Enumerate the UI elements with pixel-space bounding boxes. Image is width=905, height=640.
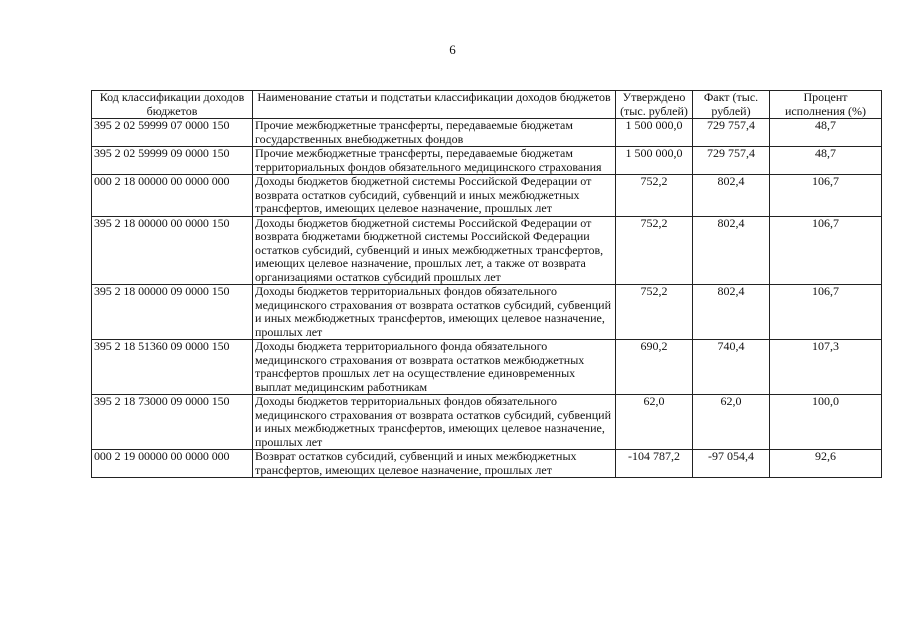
cell-percent: 106,7	[770, 216, 882, 285]
header-code: Код классификации доходов бюджетов	[92, 91, 253, 119]
table-row	[92, 147, 882, 175]
cell-name: Доходы бюджетов бюджетной системы Российской Федерации от возврата бюджетами бюджетной системы Российской Федерации остатков субсидий, субвенций и иных межбюджетных трансфертов, имеющих целевое назначение, прошлых лет, а также от возврата организациями остатков субсидий прошлых лет	[253, 216, 616, 285]
table-row	[92, 119, 882, 147]
table-row	[92, 216, 882, 285]
cell-approved: 1 500 000,0	[616, 147, 693, 175]
cell-approved: 752,2	[616, 175, 693, 217]
cell-approved: 62,0	[616, 395, 693, 450]
cell-fact: 740,4	[693, 340, 770, 395]
cell-name: Доходы бюджетов бюджетной системы Российской Федерации от возврата остатков субсидий, субвенций и иных межбюджетных трансфертов, имеющих целевое назначение, прошлых лет	[253, 175, 616, 217]
table-row	[92, 285, 882, 340]
cell-approved: 1 500 000,0	[616, 119, 693, 147]
cell-percent: 48,7	[770, 147, 882, 175]
cell-code: 395 2 18 00000 09 0000 150	[92, 285, 253, 340]
cell-code: 395 2 18 00000 00 0000 150	[92, 216, 253, 285]
cell-code: 395 2 18 51360 09 0000 150	[92, 340, 253, 395]
cell-fact: 802,4	[693, 175, 770, 217]
cell-code: 395 2 02 59999 09 0000 150	[92, 147, 253, 175]
cell-percent: 107,3	[770, 340, 882, 395]
cell-percent: 48,7	[770, 119, 882, 147]
table-row	[92, 450, 882, 478]
table-header-row	[92, 91, 882, 119]
cell-code: 395 2 18 73000 09 0000 150	[92, 395, 253, 450]
cell-percent: 100,0	[770, 395, 882, 450]
cell-name: Возврат остатков субсидий, субвенций и иных межбюджетных трансфертов, имеющих целевое назначение, прошлых лет	[253, 450, 616, 478]
header-percent: Процент исполнения (%)	[770, 91, 882, 119]
page-number: 6	[449, 42, 456, 57]
table-row	[92, 340, 882, 395]
cell-code: 000 2 18 00000 00 0000 000	[92, 175, 253, 217]
cell-fact: 802,4	[693, 285, 770, 340]
cell-fact: 802,4	[693, 216, 770, 285]
cell-approved: 690,2	[616, 340, 693, 395]
cell-code: 395 2 02 59999 07 0000 150	[92, 119, 253, 147]
budget-revenue-table	[91, 90, 882, 478]
cell-fact: 729 757,4	[693, 119, 770, 147]
cell-percent: 106,7	[770, 285, 882, 340]
cell-name: Доходы бюджетов территориальных фондов обязательного медицинского страхования от возврата остатков субсидий, субвенций и иных межбюджетных трансфертов, имеющих целевое назначение, прошлых лет	[253, 395, 616, 450]
header-fact: Факт (тыс. рублей)	[693, 91, 770, 119]
cell-percent: 106,7	[770, 175, 882, 217]
cell-code: 000 2 19 00000 00 0000 000	[92, 450, 253, 478]
cell-approved: -104 787,2	[616, 450, 693, 478]
cell-approved: 752,2	[616, 285, 693, 340]
cell-percent: 92,6	[770, 450, 882, 478]
header-name: Наименование статьи и подстатьи классификации доходов бюджетов	[253, 91, 616, 119]
cell-name: Доходы бюджетов территориальных фондов обязательного медицинского страхования от возврата остатков субсидий, субвенций и иных межбюджетных трансфертов, имеющих целевое назначение, прошлых лет	[253, 285, 616, 340]
cell-approved: 752,2	[616, 216, 693, 285]
cell-fact: 62,0	[693, 395, 770, 450]
table-row	[92, 395, 882, 450]
cell-fact: -97 054,4	[693, 450, 770, 478]
table-row	[92, 175, 882, 217]
cell-fact: 729 757,4	[693, 147, 770, 175]
cell-name: Прочие межбюджетные трансферты, передаваемые бюджетам государственных внебюджетных фондов	[253, 119, 616, 147]
cell-name: Прочие межбюджетные трансферты, передаваемые бюджетам территориальных фондов обязательного медицинского страхования	[253, 147, 616, 175]
header-approved: Утверждено (тыс. рублей)	[616, 91, 693, 119]
cell-name: Доходы бюджета территориального фонда обязательного медицинского страхования от возврата остатков межбюджетных трансфертов прошлых лет на осуществление единовременных выплат медицинским работникам	[253, 340, 616, 395]
